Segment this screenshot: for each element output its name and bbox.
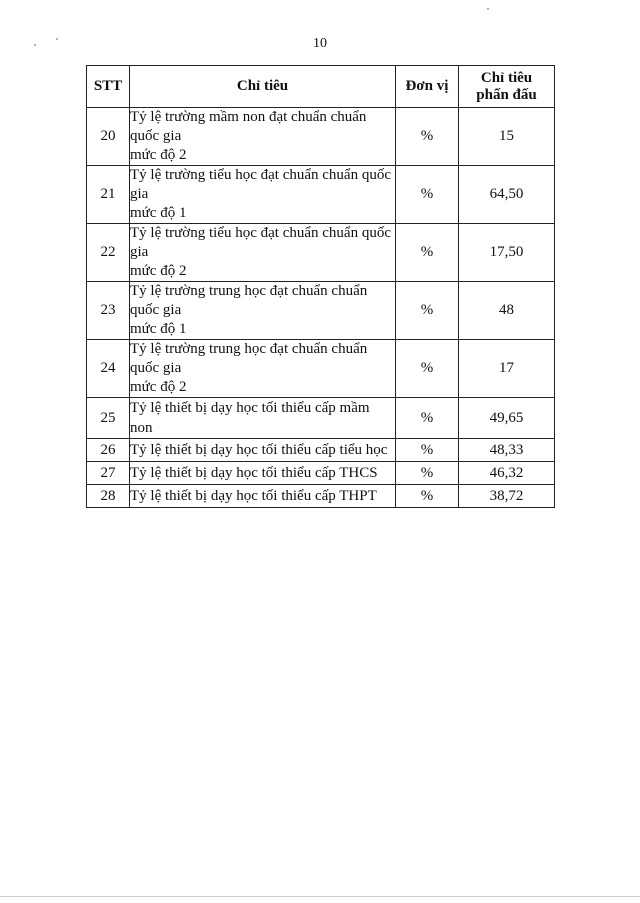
row-stt: 28 <box>87 485 130 508</box>
row-name <box>130 282 396 340</box>
row-unit: % <box>396 282 459 340</box>
scan-speck <box>34 44 36 46</box>
row-stt: 22 <box>87 224 130 282</box>
targets-table <box>86 65 555 508</box>
row-name: Tỷ lệ thiết bị dạy học tối thiểu cấp mầm non <box>130 398 396 439</box>
row-name-line1: Tỷ lệ trường tiểu học đạt chuẩn chuẩn quốc gia <box>130 225 391 260</box>
header-value-line1: Chỉ tiêu <box>480 69 533 86</box>
row-name-line1: Tỷ lệ trường trung học đạt chuẩn chuẩn quốc gia <box>130 341 368 376</box>
table-row <box>87 282 555 340</box>
row-name-line1: Tỷ lệ trường mầm non đạt chuẩn chuẩn quốc gia <box>130 109 367 144</box>
row-value: 17,50 <box>459 224 555 282</box>
scan-speck <box>56 38 58 40</box>
scan-speck <box>487 8 489 10</box>
table-row <box>87 166 555 224</box>
table-row <box>87 340 555 398</box>
row-unit: % <box>396 462 459 485</box>
header-value <box>459 66 555 108</box>
row-name-line2: mức độ 2 <box>130 379 187 395</box>
row-name-line2: mức độ 1 <box>130 205 187 221</box>
row-name <box>130 166 396 224</box>
table-row <box>87 439 555 462</box>
table-row <box>87 108 555 166</box>
page-number: 10 <box>313 36 327 51</box>
row-unit: % <box>396 166 459 224</box>
table-row <box>87 462 555 485</box>
row-name <box>130 224 396 282</box>
row-stt: 25 <box>87 398 130 439</box>
row-unit: % <box>396 340 459 398</box>
row-name: Tỷ lệ thiết bị dạy học tối thiểu cấp THCS <box>130 462 396 485</box>
row-stt: 23 <box>87 282 130 340</box>
row-stt: 20 <box>87 108 130 166</box>
row-value: 64,50 <box>459 166 555 224</box>
row-stt: 21 <box>87 166 130 224</box>
table-row <box>87 485 555 508</box>
row-name-line2: mức độ 2 <box>130 263 187 279</box>
row-value: 48,33 <box>459 439 555 462</box>
row-name-line2: mức độ 1 <box>130 321 187 337</box>
row-unit: % <box>396 439 459 462</box>
row-unit: % <box>396 398 459 439</box>
row-stt: 24 <box>87 340 130 398</box>
header-name: Chỉ tiêu <box>130 66 396 108</box>
row-name <box>130 108 396 166</box>
row-unit: % <box>396 485 459 508</box>
row-name-line1: Tỷ lệ trường trung học đạt chuẩn chuẩn quốc gia <box>130 283 368 318</box>
table-header-row <box>87 66 555 108</box>
table-row <box>87 398 555 439</box>
row-stt: 26 <box>87 439 130 462</box>
row-unit: % <box>396 224 459 282</box>
row-name-line2: mức độ 2 <box>130 147 187 163</box>
header-stt: STT <box>87 66 130 108</box>
header-value-line2: phấn đấu <box>476 86 537 103</box>
row-value: 17 <box>459 340 555 398</box>
row-value: 38,72 <box>459 485 555 508</box>
row-unit: % <box>396 108 459 166</box>
row-name <box>130 340 396 398</box>
row-value: 15 <box>459 108 555 166</box>
scan-edge-line <box>0 896 640 897</box>
row-value: 48 <box>459 282 555 340</box>
row-name-line1: Tỷ lệ trường tiểu học đạt chuẩn chuẩn quốc gia <box>130 167 391 202</box>
header-unit: Đơn vị <box>396 66 459 108</box>
table-row <box>87 224 555 282</box>
row-value: 49,65 <box>459 398 555 439</box>
row-value: 46,32 <box>459 462 555 485</box>
row-name: Tỷ lệ thiết bị dạy học tối thiểu cấp tiểu học <box>130 439 396 462</box>
row-name: Tỷ lệ thiết bị dạy học tối thiểu cấp THPT <box>130 485 396 508</box>
row-stt: 27 <box>87 462 130 485</box>
